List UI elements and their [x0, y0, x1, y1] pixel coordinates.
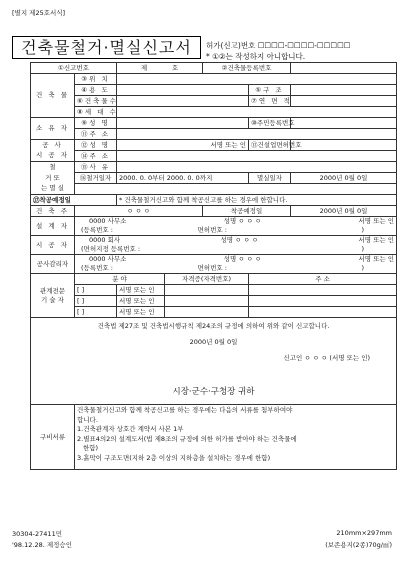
demolish-section-c: 는 멸 실 [31, 184, 75, 195]
lost-date-field[interactable]: 2000년 0월 0일 [291, 173, 397, 184]
demolish-section-a: 철 [31, 162, 75, 173]
expert-addr-3[interactable] [249, 307, 397, 318]
contractor-section-2: 시 공 자 [31, 151, 75, 162]
owner-name-field[interactable] [117, 118, 249, 129]
declaration-recipient: 시장·군수·구청장 귀하 [172, 387, 255, 397]
builder-label: 시 공 자 [31, 236, 75, 255]
expert-sign-1: 서명 또는 인 [117, 285, 165, 296]
floor-area-field[interactable] [291, 96, 397, 107]
contractor-name-field[interactable]: 서명 또는 인 [117, 140, 249, 151]
client-date-label: 착공예정일 [203, 206, 291, 217]
contractor-name-label: ⑫성 명 [75, 140, 117, 151]
form-title: 건축물철거·멸실신고서 [21, 38, 192, 57]
experts-label: 관계전문 기 술 자 [31, 274, 75, 318]
expert-field-1[interactable]: [ ] [75, 285, 117, 296]
report-form [30, 62, 397, 470]
footer-code: 30304-27411민 [12, 530, 62, 538]
experts-addr-header: 주 소 [249, 274, 397, 285]
building-count-label: ⑥건축물수 [75, 96, 117, 107]
client-label: 건 축 주 [31, 206, 75, 217]
owner-section: 소 유 자 [31, 118, 75, 140]
structure-field[interactable] [291, 85, 397, 96]
contractor-license-field[interactable] [291, 140, 397, 151]
location-field[interactable] [117, 74, 397, 85]
location-label: ③위 치 [75, 74, 117, 85]
client-name[interactable]: ㅇ ㅇ ㅇ [75, 206, 203, 217]
declaration-block [31, 318, 397, 405]
expert-sign-2: 서명 또는 인 [117, 296, 165, 307]
demolish-spacer [75, 184, 397, 195]
contractor-section-1: 공 사 [31, 140, 75, 151]
expert-field-3[interactable]: [ ] [75, 307, 117, 318]
building-count-field[interactable] [117, 96, 249, 107]
contractor-addr-field[interactable] [117, 151, 397, 162]
declaration-date: 2000년 0월 0일 [189, 338, 238, 346]
supervisor-label: 공사감리자 [31, 255, 75, 274]
building-reg-label: ②건축물등록번호 [203, 63, 291, 74]
lost-date-label: 멸실일자 [249, 173, 291, 184]
owner-addr-field[interactable] [117, 129, 397, 140]
owner-addr-label: ⑪주 소 [75, 129, 117, 140]
attachments-list: 건축물철거신고와 함께 착공신고를 하는 경우에는 다음의 서류를 첨부하여야 합니다. 1.건축관계자 상호간 계약서 사본 1부 2.별표4의2의 설계도서(법 제8조의 규정에 의한 허가를 받아야 하는 건축물에 한함) 3.흙막이 구조도면(지하 2층 이상의 지하층을 설치하는 경우에 한함) [75, 405, 397, 470]
contractor-license-label: ⑬건설업면허번호 [249, 140, 291, 151]
permit-number: 허가(신고)번호 ☐☐☐☐-☐☐☐☐-☐☐☐☐☐ [206, 41, 351, 50]
reason-label: ⑮사 유 [75, 162, 117, 173]
declaration-text: 건축법 제27조 및 건축법시행규칙 제24조의 규정에 의하여 위와 같이 신고합니다. [97, 322, 330, 330]
floor-area-label: ⑦연 면 적 [249, 96, 291, 107]
expert-sign-3: 서명 또는 인 [117, 307, 165, 318]
designer-field[interactable]: 0000 사무소 성명 ㅇ ㅇ ㅇ 서명 또는 인 (등록번호 : 면허번호 : ) [75, 217, 397, 236]
expert-addr-2[interactable] [249, 296, 397, 307]
builder-field[interactable]: 0000 회사 성명 ㅇ ㅇ ㅇ 서명 또는 인 (면허지정 등록번호 : ) [75, 236, 397, 255]
reason-field[interactable] [117, 162, 397, 173]
form-number: [별지 제25호서식] [12, 9, 66, 17]
owner-reg-field[interactable] [291, 118, 397, 129]
use-field[interactable] [117, 85, 249, 96]
experts-license-header: 자격증(자격번호) [165, 274, 249, 285]
footer-approval: '98.12.28. 제정승인 [12, 541, 72, 549]
expert-addr-1[interactable] [249, 285, 397, 296]
structure-label: ⑤구 조 [249, 85, 291, 96]
start-note: * 건축물철거신고와 함께 착공신고를 하는 경우에 한합니다. [117, 195, 397, 206]
start-date-label: ⑰착공예정일 [31, 195, 117, 206]
receipt-number-label: ①신고번호 [31, 63, 117, 74]
expert-field-2[interactable]: [ ] [75, 296, 117, 307]
demolish-section-b: 거 또 [31, 173, 75, 184]
building-section: 건 축 물 [31, 74, 75, 118]
owner-name-label: ⑨성 명 [75, 118, 117, 129]
expert-license-1[interactable] [165, 285, 249, 296]
designer-label: 설 계 자 [31, 217, 75, 236]
fill-note: * ①②는 작성하지 아니합니다. [206, 52, 306, 61]
building-reg-field[interactable] [291, 63, 397, 74]
contractor-addr-label: ⑭주 소 [75, 151, 117, 162]
attachments-label: 구비서류 [31, 405, 75, 470]
declaration-signer[interactable]: 신고인 ㅇ ㅇ ㅇ (서명 또는 인) [283, 354, 371, 362]
supervisor-field[interactable]: 0000 사무소 성명 ㅇ ㅇ ㅇ 서명 또는 인 (등록번호 : 면허번호 : ) [75, 255, 397, 274]
households-label: ⑧세 대 수 [75, 107, 117, 118]
demolish-period-label: ⑯철거일자 [75, 173, 117, 184]
demolish-period-field[interactable]: 2000. 0. 0부터 2000. 0. 0까지 [117, 173, 249, 184]
use-label: ④용 도 [75, 85, 117, 96]
households-field[interactable] [117, 107, 397, 118]
receipt-number-field[interactable]: 제 호 [117, 63, 203, 74]
footer-paper: (보존용지(2종)70g/㎡) [325, 541, 392, 549]
experts-field-header: 분 야 [75, 274, 165, 285]
client-date[interactable]: 2000년 0월 0일 [291, 206, 397, 217]
footer-size: 210mm×297mm [336, 529, 392, 537]
expert-license-2[interactable] [165, 296, 249, 307]
expert-license-3[interactable] [165, 307, 249, 318]
owner-reg-label: ⑩주민등록번호 [249, 118, 291, 129]
